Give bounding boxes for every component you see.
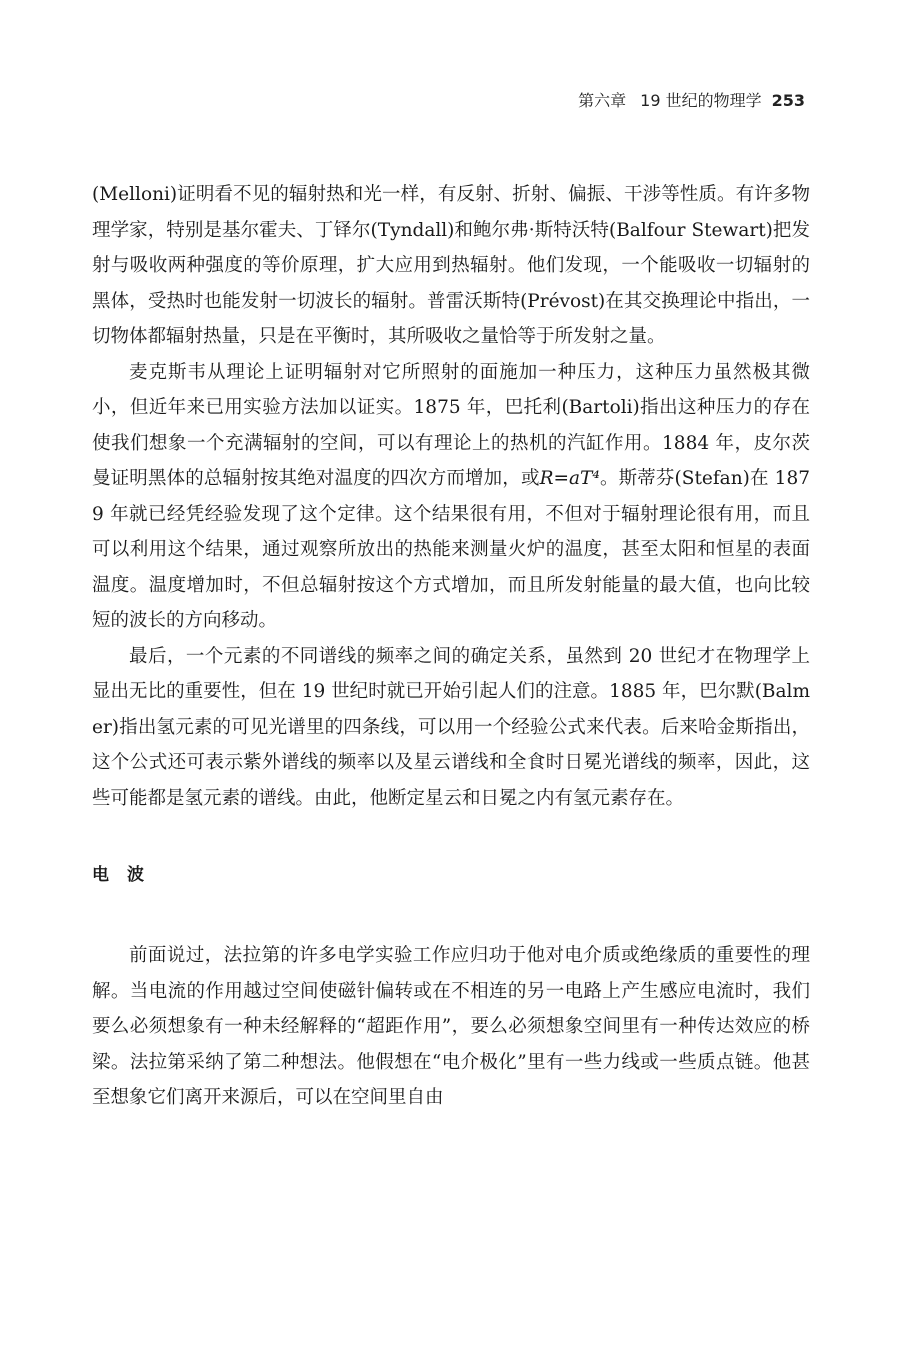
paragraph-1: (Melloni)证明看不见的辐射热和光一样，有反射、折射、偏振、干涉等性质。有许多物理学家，特别是基尔霍夫、丁铎尔(Tyndall)和鲍尔弗·斯特沃特(Balfour Stewart)把发射与吸收两种强度的等价原理，扩大应用到热辐射。他们发现，一个能吸收一切辐射的黑体，受热时也能发射一切波长的辐射。普雷沃斯特(Prévost)在其交换理论中指出，一切物体都辐射热量，只是在平衡时，其所吸收之量恰等于所发射之量。 [92,184,810,347]
page-number: 253 [771,91,805,110]
paragraph-3: 最后，一个元素的不同谱线的频率之间的确定关系，虽然到 20 世纪才在物理学上显出无比的重要性，但在 19 世纪时就已开始引起人们的注意。1885 年，巴尔默(Balmer)指出氢元素的可见光谱里的四条线，可以用一个经验公式来代表。后来哈金斯指出，这个公式还可表示紫外谱线的频率以及星云谱线和全食时日冕光谱线的频率，因此，这些可能都是氢元素的谱线。由此，他断定星云和日冕之内有氢元素存在。 [92,645,810,809]
paragraph-2-part-1: 麦克斯韦从理论上证明辐射对它所照射的面施加一种压力，这种压力虽然极其微小，但近年来已用实验方法加以证实。1875 年，巴托利(Bartoli)指出这种压力的存在使我们想象一个充满辐射的空间，可以有理论上的热机的汽缸作用。1884 年，皮尔茨曼证明黑体的总辐射按其绝对温度的四次方而增加，或 [92,361,810,489]
body-text [92,177,810,1116]
paragraph-2-part-2: 。斯蒂芬(Stefan)在 1879 年就已经凭经验发现了这个定律。这个结果很有用，不但对于辐射理论很有用，而且可以利用这个结果，通过观察所放出的热能来测量火炉的温度，甚至太阳和恒星的表面温度。温度增加时，不但总辐射按这个方式增加，而且所发射能量的最大值，也向比较短的波长的方向移动。 [92,468,810,631]
section-heading: 电波 [92,865,162,885]
section-paragraph: 前面说过，法拉第的许多电学实验工作应归功于他对电介质或绝缘质的重要性的理解。当电流的作用越过空间使磁针偏转或在不相连的另一电路上产生感应电流时，我们要么必须想象有一种未经解释的“超距作用”，要么必须想象空间里有一种传达效应的桥梁。法拉第采纳了第二种想法。他假想在“电介极化”里有一些力线或一些质点链。他甚至想象它们离开来源后，可以在空间里自由 [92,945,810,1108]
stefan-law-formula: R=aT⁴ [539,468,600,489]
paragraph-2 [92,355,810,639]
chapter-label: 第六章 [578,91,627,110]
running-header [578,88,805,111]
chapter-title: 19 世纪的物理学 [640,91,762,110]
